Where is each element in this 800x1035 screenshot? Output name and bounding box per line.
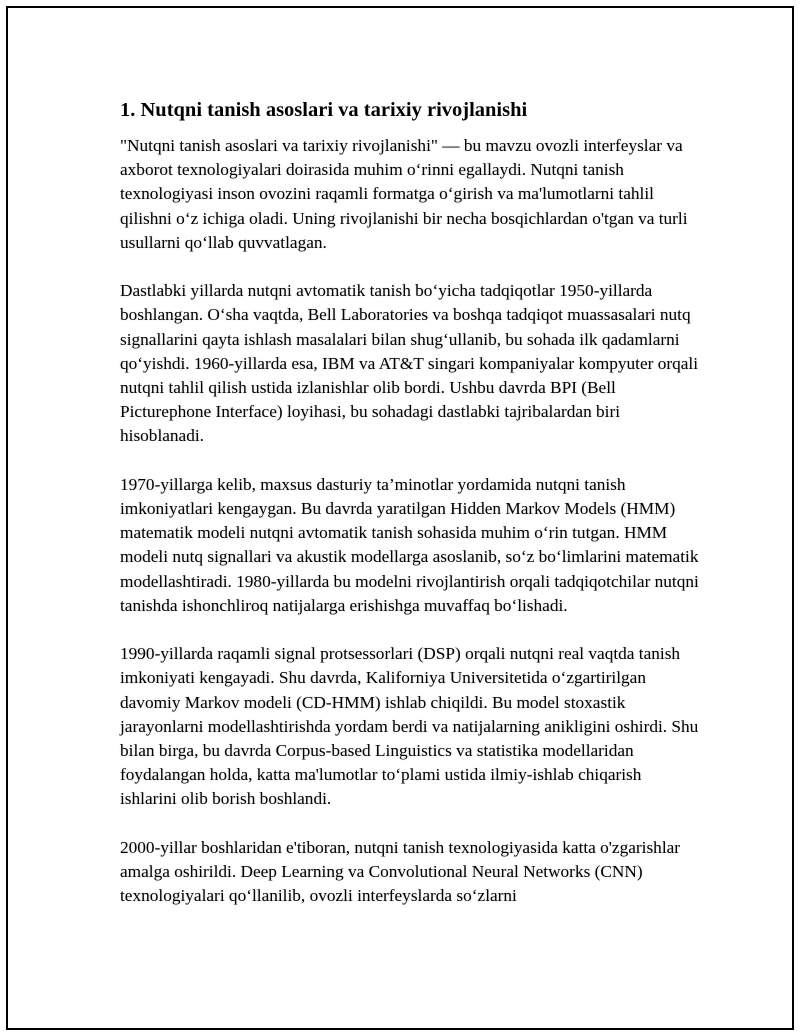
paragraph-2000s: 2000-yillar boshlaridan e'tiboran, nutqni tanish texnologiyasida katta o'zgarishlar amalga oshirildi. Deep Learning va Convolutional Neural Networks (CNN) texnologiyalari qoʻllanilib, ovozli interfeyslarda soʻzlarni xyxy=(120,837,681,906)
document-body xyxy=(120,98,700,908)
paragraph-early-years: Dastlabki yillarda nutqni avtomatik tanish boʻyicha tadqiqotlar 1950-yillarda boshlangan. Oʻsha vaqtda, Bell Laboratories va boshqa tadqiqot muassasalari nutq signallarini qayta ishlash masalalari bilan shugʻullanib, bu sohada ilk qadamlarni qoʻyishdi. 1960-yillarda esa, IBM va AT&T singari kompaniyalar kompyuter orqali nutqni tahlil qilish ustida izlanishlar olib bordi. Ushbu davrda BPI (Bell Picturephone Interface) loyihasi, bu sohadagi dastlabki tajribalardan biri hisoblanadi. xyxy=(120,281,699,446)
paragraph-1970s: 1970-yillarga kelib, maxsus dasturiy ta’minotlar yordamida nutqni tanish imkoniyatlari kengaygan. Bu davrda yaratilgan Hidden Markov Models (HMM) matematik modeli nutqni avtomatik tanish sohasida muhim oʻrin tutgan. HMM modeli nutq signallari va akustik modellarga asoslanib, soʻz boʻlimlarini matematik modellashtiradi. 1980-yillarda bu modelni rivojlantirish orqali tadqiqotchilar nutqni tanishda ishonchliroq natijalarga erishishga muvaffaq boʻlishadi. xyxy=(120,474,699,615)
document-page xyxy=(6,6,794,1030)
section-heading: 1. Nutqni tanish asoslari va tarixiy rivojlanishi xyxy=(120,99,528,121)
paragraph-1990s: 1990-yillarda raqamli signal protsessorlari (DSP) orqali nutqni real vaqtda tanish imkoniyati kengayadi. Shu davrda, Kaliforniya Universitetida oʻzgartirilgan davomiy Markov modeli (CD-HMM) ishlab chiqildi. Bu model stoxastik jarayonlarni modellashtirishda yordam berdi va natijalarning anikligini oshirdi. Shu bilan birga, bu davrda Corpus-based Linguistics va statistika modellaridan foydalangan holda, katta ma'lumotlar toʻplami ustida ilmiy-ishlab chiqarish ishlarini olib borish boshlandi. xyxy=(120,644,699,809)
paragraph-intro: "Nutqni tanish asoslari va tarixiy rivojlanishi" — bu mavzu ovozli interfeyslar va axborot texnologiyalari doirasida muhim oʻrinni egallaydi. Nutqni tanish texnologiyasi inson ovozini raqamli formatga oʻgirish va ma'lumotlarni tahlil qilishni oʻz ichiga oladi. Uning rivojlanishi bir necha bosqichlardan o'tgan va turli usullarni qoʻllab quvvatlagan. xyxy=(120,136,688,252)
